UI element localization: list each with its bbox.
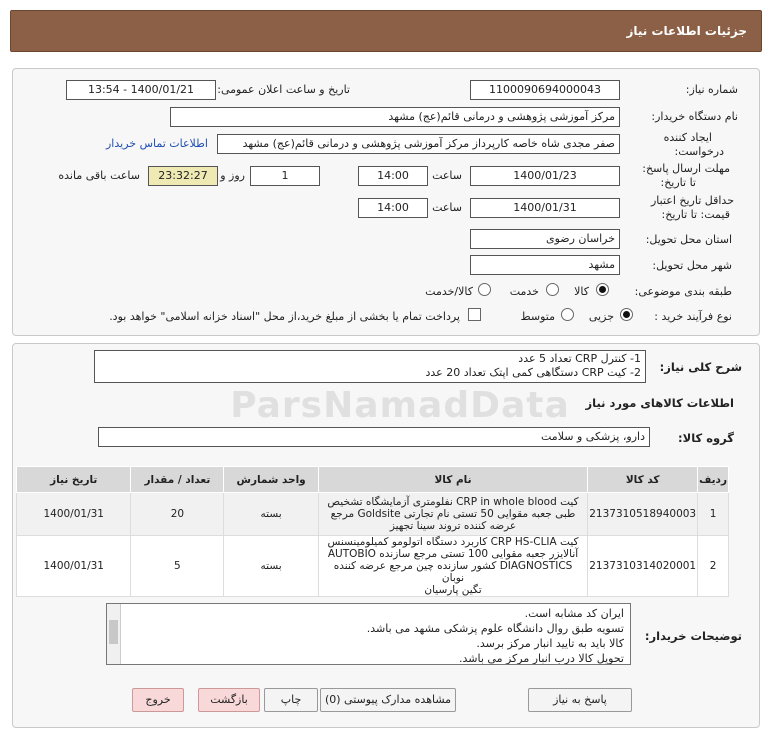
treasury-checkbox[interactable] [468, 308, 481, 321]
process-radio-minor[interactable] [620, 308, 633, 321]
row-unit: بسته [224, 536, 318, 597]
send-time-label: ساعت [432, 169, 462, 182]
row-name [318, 493, 587, 536]
view-documents-button[interactable]: مشاهده مدارک پیوستی (0) [320, 688, 456, 712]
city-label: شهر محل تحویل: [652, 259, 732, 272]
buyer-notes-box[interactable] [106, 603, 631, 665]
validity-label-2: قیمت: تا تاریخ: [661, 208, 730, 221]
notes-line: تحویل کالا درب انبار مرکز می باشد. [459, 652, 624, 665]
notes-line: ایران کد مشابه است. [524, 607, 624, 620]
need-number-label: شماره نیاز: [685, 83, 738, 96]
buyer-contact-link[interactable]: اطلاعات تماس خریدار [106, 137, 208, 150]
row-date: 1400/01/31 [17, 493, 131, 536]
summary-line-1: 1- کنترل CRP تعداد 5 عدد [518, 352, 641, 365]
row-name [318, 536, 587, 597]
goods-group-field: دارو، پزشکی و سلامت [98, 427, 650, 447]
notes-scrollbar[interactable] [107, 604, 121, 664]
creator-label-1: ایجاد کننده [663, 131, 712, 144]
page-title: جزئیات اطلاعات نیاز [10, 10, 762, 52]
row-qty: 20 [131, 493, 224, 536]
validity-time-field: 14:00 [358, 198, 428, 218]
row-code: 2137310518940003 [588, 493, 698, 536]
row-name-line: طبی جعبه مقوایی 50 تستی نام تجارتی Goldsite مرجع [330, 508, 576, 520]
send-time-field: 14:00 [358, 166, 428, 186]
province-label: استان محل تحویل: [645, 233, 732, 246]
buyer-label: نام دستگاه خریدار: [651, 110, 738, 123]
category-option-goods: کالا [574, 285, 589, 298]
goods-section-title: اطلاعات کالاهای مورد نیاز [585, 396, 734, 410]
row-name-line: DIAGNOSTICS کشور سازنده چین مرجع عرضه کننده نوبان [333, 560, 573, 584]
treasury-note: پرداخت تمام یا بخشی از مبلغ خرید،از محل "اسناد خزانه اسلامی" خواهد بود. [109, 310, 460, 323]
row-date: 1400/01/31 [17, 536, 131, 597]
remaining-time-field: 23:32:27 [148, 166, 218, 186]
col-index: ردیف [698, 467, 729, 493]
notes-line: کالا باید به تایید انبار مرکز برسد. [476, 637, 624, 650]
category-label: طبقه بندی موضوعی: [634, 285, 732, 298]
print-button[interactable]: چاپ [264, 688, 318, 712]
row-name-line: آنالایزر جعبه مقوایی 100 تستی مرجع سازنده AUTOBIO [327, 548, 579, 560]
col-name: نام کالا [318, 467, 587, 493]
notes-line: تسویه طبق روال دانشگاه علوم پزشکی مشهد می باشد. [366, 622, 624, 635]
creator-field: صفر مجدی شاه خاصه کارپرداز مرکز آموزشی پژوهشی و درمانی قائم(عج) مشهد [217, 134, 620, 154]
process-radio-medium[interactable] [561, 308, 574, 321]
goods-group-label: گروه کالا: [678, 431, 734, 445]
announce-label: تاریخ و ساعت اعلان عمومی: [217, 83, 350, 96]
process-option-minor: جزیی [588, 310, 614, 323]
remaining-label: ساعت باقی مانده [58, 169, 140, 182]
row-unit: بسته [224, 493, 318, 536]
table-row[interactable] [17, 493, 729, 536]
summary-field [94, 350, 646, 383]
col-unit: واحد شمارش [224, 467, 318, 493]
validity-label-1: حداقل تاریخ اعتبار [650, 194, 734, 207]
row-index: 2 [698, 536, 729, 597]
process-option-medium: متوسط [520, 310, 555, 323]
exit-button[interactable]: خروج [132, 688, 184, 712]
send-date-field: 1400/01/23 [470, 166, 620, 186]
send-deadline-label-1: مهلت ارسال پاسخ: [642, 162, 730, 175]
goods-table [16, 466, 729, 597]
days-label: روز و [220, 169, 245, 182]
need-number-field: 1100090694000043 [470, 80, 620, 100]
row-index: 1 [698, 493, 729, 536]
province-field: خراسان رضوی [470, 229, 620, 249]
city-field: مشهد [470, 255, 620, 275]
back-button[interactable]: بازگشت [198, 688, 260, 712]
category-radio-goods[interactable] [596, 283, 609, 296]
category-radio-goods-service[interactable] [478, 283, 491, 296]
summary-line-2: 2- کیت CRP دستگاهی کمی اپتک تعداد 20 عدد [425, 366, 641, 379]
row-name-line: عرضه کننده تروند سینا تجهیز [389, 520, 517, 532]
days-remaining-field: 1 [250, 166, 320, 186]
validity-time-label: ساعت [432, 201, 462, 214]
category-option-goods-service: کالا/خدمت [425, 285, 473, 298]
buyer-notes-label: توضیحات خریدار: [644, 629, 742, 643]
category-radio-service[interactable] [546, 283, 559, 296]
col-date: تاریخ نیاز [17, 467, 131, 493]
row-name-line: کیت CRP HS-CLIA کاربرد دستگاه اتولومو کمیلومینسنس [327, 536, 579, 548]
creator-label-2: درخواست: [674, 145, 724, 158]
row-code: 2137310314020001 [588, 536, 698, 597]
row-qty: 5 [131, 536, 224, 597]
validity-date-field: 1400/01/31 [470, 198, 620, 218]
table-row[interactable] [17, 536, 729, 597]
col-code: کد کالا [588, 467, 698, 493]
announce-field: 1400/01/21 - 13:54 [66, 80, 216, 100]
row-name-line: کیت CRP in whole blood نفلومتری آزمایشگاه تشخیص [327, 496, 579, 508]
row-name-line: تگین پارسیان [424, 584, 482, 596]
reply-button[interactable]: پاسخ به نیاز [528, 688, 632, 712]
send-deadline-label-2: تا تاریخ: [660, 176, 696, 189]
col-qty: تعداد / مقدار [131, 467, 224, 493]
summary-label: شرح کلی نیاز: [659, 360, 742, 374]
process-label: نوع فرآیند خرید : [654, 310, 732, 323]
goods-table-header [17, 467, 729, 493]
buyer-field: مرکز آموزشی پژوهشی و درمانی قائم(عج) مشهد [170, 107, 620, 127]
category-option-service: خدمت [509, 285, 539, 298]
